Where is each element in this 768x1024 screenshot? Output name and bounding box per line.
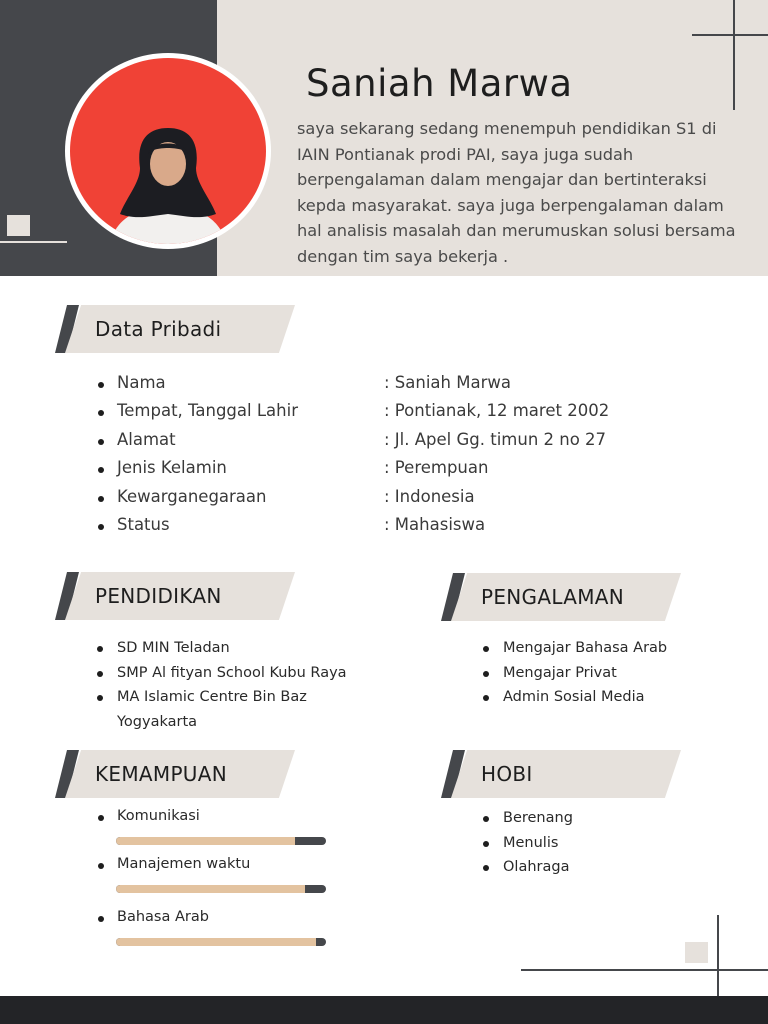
profile-photo: [70, 58, 266, 244]
personal-data-row: [98, 373, 658, 401]
row-label: Alamat: [117, 429, 176, 449]
decor-cross-vertical: [733, 0, 735, 110]
skill-bar: [116, 938, 326, 946]
profile-name: Saniah Marwa: [306, 62, 573, 105]
profile-summary: saya sekarang sedang menempuh pendidikan S1 di IAIN Pontianak prodi PAI, saya juga sudah berpengalaman dalam mengajar dan bertinteraksi kepda masyarakat. saya juga berpengalaman dalam hal analisis masalah dan merumuskan solusi bersama dengan tim saya bekerja .: [297, 119, 736, 266]
row-label: Nama: [117, 373, 166, 392]
personal-data-row: [98, 458, 658, 486]
skill-label: Bahasa Arab: [117, 909, 209, 925]
row-value: : Indonesia: [384, 486, 475, 506]
list-item: Admin Sosial Media: [483, 685, 743, 710]
bullet-icon: [98, 467, 104, 473]
decor-square: [685, 942, 708, 963]
skill-bar: [116, 837, 326, 845]
skill-bar: [116, 885, 326, 893]
heading-title: HOBI: [481, 762, 533, 786]
personal-data-row: [98, 487, 658, 515]
personal-data-row: [98, 401, 658, 429]
section-heading-kemampuan: [55, 750, 305, 798]
row-label: Jenis Kelamin: [117, 458, 227, 478]
list-item: Olahraga: [483, 855, 743, 880]
hobby-list: [483, 806, 743, 880]
section-heading-data-pribadi: [55, 305, 305, 353]
personal-data-row: [98, 515, 658, 543]
heading-title: PENDIDIKAN: [95, 584, 222, 608]
bullet-icon: [98, 382, 104, 388]
section-heading-pengalaman: [441, 573, 691, 621]
row-value: : Mahasiswa: [384, 514, 486, 534]
bullet-icon: [98, 815, 104, 821]
row-value: : Saniah Marwa: [384, 373, 511, 392]
row-label: Kewarganegaraan: [117, 486, 267, 506]
list-item: SMP Al fityan School Kubu Raya: [97, 661, 367, 686]
skill-bar-fill: [116, 885, 305, 893]
bullet-icon: [98, 524, 104, 530]
row-label: Tempat, Tanggal Lahir: [117, 401, 298, 421]
list-item: Mengajar Privat: [483, 661, 743, 686]
personal-data-list: [98, 373, 658, 543]
row-value: : Jl. Apel Gg. timun 2 no 27: [384, 429, 607, 449]
personal-data-row: [98, 430, 658, 458]
list-item: Menulis: [483, 831, 743, 856]
heading-title: Data Pribadi: [95, 317, 222, 341]
skill-bar-fill: [116, 837, 295, 845]
experience-list: [483, 636, 743, 710]
heading-title: KEMAMPUAN: [95, 762, 227, 786]
skill-bar-fill: [116, 938, 316, 946]
skill-label: Manajemen waktu: [117, 856, 251, 872]
row-label: Status: [117, 514, 170, 534]
skill-label: Komunikasi: [117, 808, 200, 824]
decor-cross-horizontal: [692, 34, 768, 36]
bullet-icon: [98, 439, 104, 445]
list-item: Berenang: [483, 806, 743, 831]
row-value: : Pontianak, 12 maret 2002: [384, 401, 610, 421]
bullet-icon: [98, 916, 104, 922]
bullet-icon: [98, 410, 104, 416]
bullet-icon: [98, 496, 104, 502]
list-item: SD MIN Teladan: [97, 636, 367, 661]
section-heading-pendidikan: [55, 572, 305, 620]
footer-bar: [0, 996, 768, 1024]
list-item: Mengajar Bahasa Arab: [483, 636, 743, 661]
bullet-icon: [98, 863, 104, 869]
section-heading-hobi: [441, 750, 691, 798]
row-value: : Perempuan: [384, 458, 489, 478]
heading-title: PENGALAMAN: [481, 585, 625, 609]
education-list: [97, 636, 367, 734]
decor-line: [0, 241, 67, 243]
list-item: MA Islamic Centre Bin Baz Yogyakarta: [97, 685, 367, 734]
decor-cross-horizontal: [521, 969, 768, 971]
decor-square: [7, 215, 30, 236]
